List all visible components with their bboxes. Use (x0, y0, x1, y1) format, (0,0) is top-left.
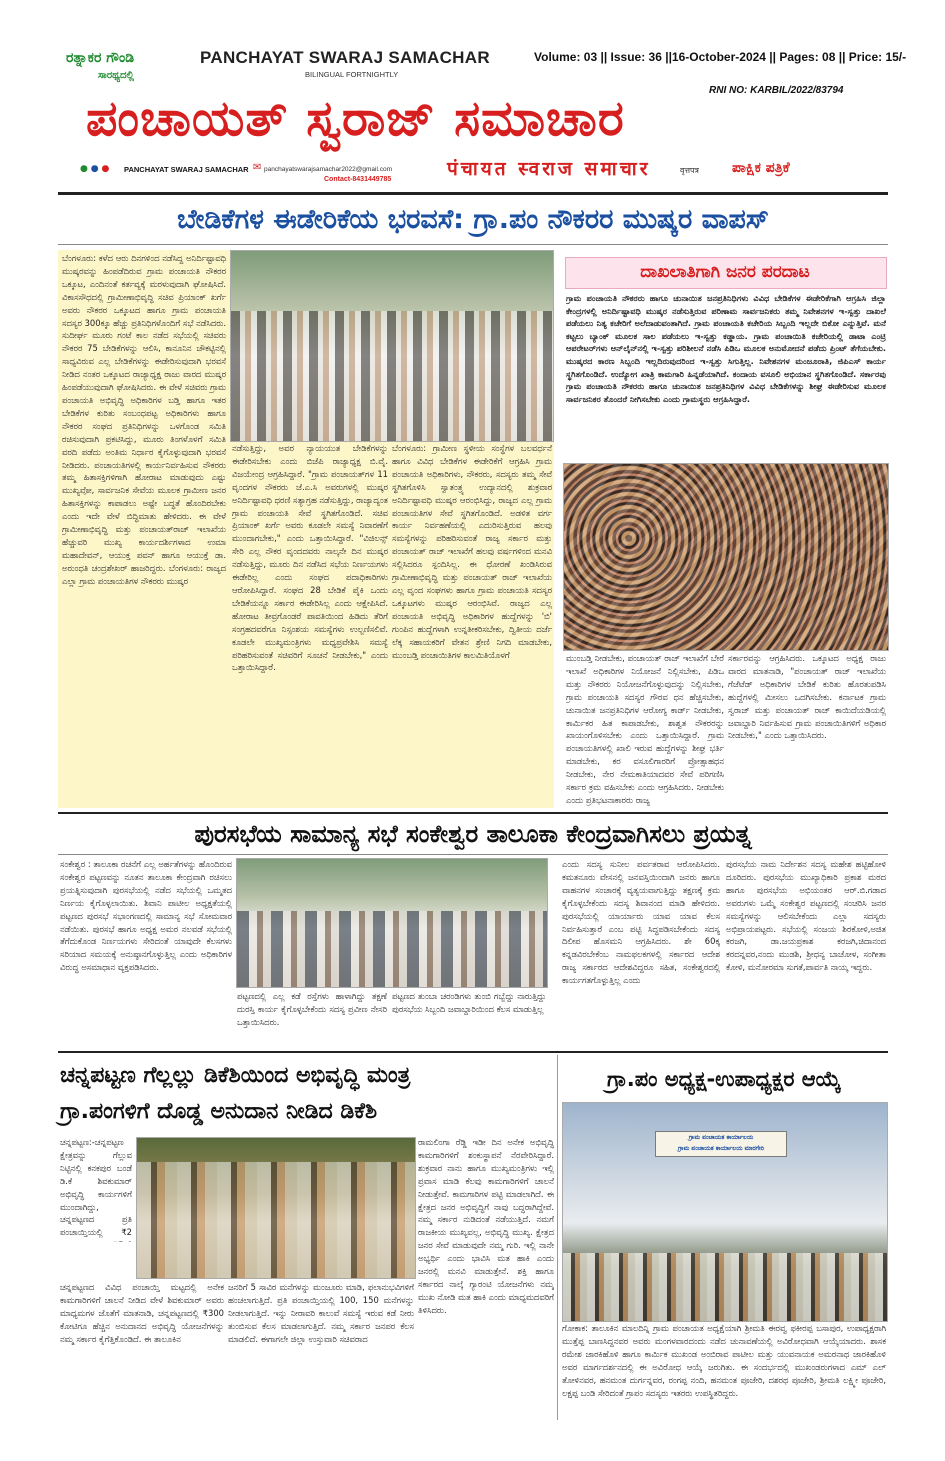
story1-headline: ಬೇಡಿಕೆಗಳ ಈಡೇರಿಕೆಯ ಭರವಸೆ: ಗ್ರಾ.ಪಂ ನೌಕರರ ಮುಷ್ಕರ ವಾಪಸ್ (177, 204, 769, 235)
sign-line1: ಗ್ರಾಮ ಪಂಚಾಯತ ಕಾರ್ಯಾಲಯ (688, 1134, 754, 1141)
story4-photo (136, 1137, 416, 1279)
story4-col1a: ಚನ್ನಪಟ್ಟಣ:-ಚನ್ನಪಟ್ಟಣ ಕ್ಷೇತ್ರವನ್ನು ಗೆಲ್ಲುವ ನಿಟ್ಟಿನಲ್ಲಿ ಕನಕಪುರ ಬಂಡೆ ಡಿ.ಕೆ ಶಿವಕುಮಾರ್ ಅಭಿವೃದ್ಧಿ ಕಾರ್ಯಗಳಿಗೆ ಮುಂದಾಗಿದ್ದು, ಚನ್ನಪಟ್ಟಣದ ಪ್ರತಿ ಪಂಚಾಯ್ತಿಯಲ್ಲಿ ₹2 (60, 1137, 132, 1238)
whatsapp-icon: ● (80, 164, 88, 174)
story1-col1: ಬೆಂಗಳೂರು: ಕಳೆದ ಆರು ದಿನಗಳಿಂದ ನಡೆಸಿದ್ದ ಅನಿರ್ದಿಷ್ಟಾವಧಿ ಮುಷ್ಕರವನ್ನು ಹಿಂಪಡೆದಿರುವ ಗ್ರಾಮ ಪಂಚಾಯತಿ ನೌಕರರ ಒಕ್ಕೂಟ, ಎಂದಿನಂತೆ ಕರ್ತವ್ಯಕ್ಕೆ ಮರಳುವುದಾಗಿ ಘೋಷಿಸಿದೆ. ವಿಕಾಸಸೌಧದಲ್ಲಿ ಗ್ರಾಮೀಣಾಭಿವೃದ್ಧಿ ಸಚಿವ ಪ್ರಿಯಾಂಕ್ ಖರ್ಗೆ ಅವರು ನೌಕರರ ಒಕ್ಕೂಟದ ಹಾಗೂ ಗ್ರಾಮ ಪಂಚಾಯತಿ ಸದಸ್ಯರ 300ಕ್ಕೂ ಹೆಚ್ಚು ಪ್ರತಿನಿಧಿಗಳೊಂದಿಗೆ ಸಭೆ ನಡೆಸಿದರು. ಸುದೀರ್ಘ ಮೂರು ಗಂಟೆ ಕಾಲ ನಡೆದ ಸಭೆಯಲ್ಲಿ ಸಚಿವರು ನೌಕರರ 75 ಬೇಡಿಕೆಗಳನ್ನು ಆಲಿಸಿ, ಕಾನೂನಿನ ಚೌಕಟ್ಟಿನಲ್ಲಿ ಸಾಧ್ಯವಿರುವ ಎಲ್ಲ ಬೇಡಿಕೆಗಳನ್ನು ಈಡೇರಿಸುವುದಾಗಿ ಭರವಸೆ ನೀಡಿದ ನಂತರ ಒಕ್ಕೂಟದ ರಾಜ್ಯಾಧ್ಯಕ್ಷ ರಾಜು ವಾರದ ಮುಷ್ಕರ ಹಿಂಪಡೆಯುವುದಾಗಿ ಘೋಷಿಸಿದರು. ಈ ವೇಳೆ ಸಚಿವರು ಗ್ರಾಮ ಪಂಚಾಯತಿ ಅಭಿವೃದ್ಧಿ ಅಧಿಕಾರಿಗಳ ಬಡ್ತಿ ಹಾಗೂ ಇತರ ಬೇಡಿಕೆಗಳ ಕುರಿತು ಸಂಬಂಧಪಟ್ಟ ಅಧಿಕಾರಿಗಳು ಹಾಗೂ ನೌಕರರ ಸಂಘದ ಪ್ರತಿನಿಧಿಗಳನ್ನು ಒಳಗೊಂಡ ಸಮಿತಿ ರಚಿಸುವುದಾಗಿ ಪ್ರಕಟಿಸಿದ್ದು, ಮೂರು ತಿಂಗಳೊಳಗೆ ಸಮಿತಿ ವರದಿ ಪಡೆದು ಅಂತಿಮ ನಿರ್ಧಾರ ಕೈಗೊಳ್ಳುವುದಾಗಿ ಭರವಸೆ ನೀಡಿದರು. ಪಂಚಾಯತಿಗಳಲ್ಲಿ ಕಾರ್ಯನಿರ್ವಹಿಸುವ ನೌಕರರು ತಮ್ಮ ಹಿತಾಸಕ್ತಿಗಳಿಗಾಗಿ ಹೋರಾಟ ಮಾಡುವುದು ಎಷ್ಟು ಮುಖ್ಯವೋ, ಸಾರ್ವಜನಿಕ ಸೇವೆಯ ಮೂಲಕ ಗ್ರಾಮೀಣ ಜನರ ಹಿತಾಸಕ್ತಿಗಳನ್ನು ಕಾಪಾಡಲು ಅಷ್ಟೇ ಬದ್ಧತೆ ಹೊಂದಿರಬೇಕು ಎಂದು ಇದೇ ವೇಳೆ ಬಿದ್ಧಿಮಾತು ಹೇಳಿದರು. ಈ ವೇಳೆ ಗ್ರಾಮೀಣಾಭಿವೃದ್ಧಿ ಮತ್ತು ಪಂಚಾಯತ್‌ರಾಜ್ ಇಲಾಖೆಯ ಹೆಚ್ಚುವರಿ ಮುಖ್ಯ ಕಾರ್ಯದರ್ಶಿಗಳಾದ ಉಮಾ ಮಹಾದೇವನ್, ಆಯುಕ್ತ ಪವನ್ ಹಾಗೂ ಆಯುಕ್ತೆ ಡಾ. ಅರುಂಧತಿ ಚಂದ್ರಶೇಖರ್ ಹಾಜರಿದ್ದರು. ಬೆಂಗಳೂರು: ರಾಜ್ಯದ ಎಲ್ಲಾ ಗ್ರಾಮ ಪಂಚಾಯತಿಗಳ ನೌಕರರು ಮುಷ್ಕರ (62, 253, 226, 586)
story2-col-b: ಸರ್ಕಾರವನ್ನು ಆಗ್ರಹಿಸಿದರು. ಒಕ್ಕೂಟದ ಅಧ್ಯಕ್ಷ ರಾಜು ವಾರದ ಮಾತನಾಡಿ, "ಪಂಚಾಯತ್ ರಾಜ್ ಇಲಾಖೆಯ ಗೆಜೆಟೆಡ್ ಅಧಿಕಾರಿಗಳ ಬೇಡಿಕೆ ಕುರಿತು ಹೊರತುಪಡಿಸಿ ಹುದ್ದೆಗಳಲ್ಲಿ ಮೀಸಲು ಒದಗಿಸಬೇಕು. ಕರ್ನಾಟಕ ಗ್ರಾಮ ಸ್ವರಾಜ್ ಮತ್ತು ಪಂಚಾಯತ್ ರಾಜ್ ಕಾಯಿದೆಯಡಿಯಲ್ಲಿ ಜವಾಬ್ದಾರಿ ನಿರ್ವಹಿಸುವ ಗ್ರಾಮ ಪಂಚಾಯಿತಿಗಳಿಗೆ ಅಧಿಕಾರ ನೀಡಬೇಕು," ಎಂದು ಒತ್ತಾಯಿಸಿದರು. (728, 653, 886, 741)
issue-line: Volume: 03 || Issue: 36 ||16-October-2024 || Pages: 08 || Price: 15/- (534, 50, 907, 64)
story1-col3: ಬೆಂಗಳೂರು: ಗ್ರಾಮೀಣ ಸ್ಥಳೀಯ ಸಂಸ್ಥೆಗಳ ಬಲವರ್ಧನೆ ಹಾಗೂ ವಿವಿಧ ಬೇಡಿಕೆಗಳ ಈಡೇರಿಕೆಗೆ ಆಗ್ರಹಿಸಿ ಗ್ರಾಮ ಪಂಚಾಯತಿ ಅಧಿಕಾರಿಗಳು, ನೌಕರರು, ಸದಸ್ಯರು ತಮ್ಮ ಸೇವೆ ಸ್ಥಗಿತಗೊಳಿಸಿ ಸ್ವಾತಂತ್ರ್ಯ ಉದ್ಯಾನದಲ್ಲಿ ಶುಕ್ರವಾರ ಅನಿರ್ದಿಷ್ಟಾವಧಿ ಮುಷ್ಕರ ಆರಂಭಿಸಿದ್ದು, ರಾಜ್ಯದ ಎಲ್ಲ ಗ್ರಾಮ ಪಂಚಾಯತಿಗಳ ಸೇವೆ ಸ್ಥಗಿತಗೊಂಡಿದೆ. ಅಡಳಿತ ವರ್ಗ ಕಾರ್ಯ ನಿರ್ವಹಣೆಯಲ್ಲಿ ಎದುರಿಸುತ್ತಿರುವ ಹಲವು ಸಮಸ್ಯೆಗಳನ್ನು ಪರಿಹರಿಸುವಂತೆ ರಾಜ್ಯ ಸರ್ಕಾರ ಮತ್ತು ಪಂಚಾಯತ್ ರಾಜ್ ಇಲಾಖೆಗೆ ಹಲವು ವರ್ಷಗಳಿಂದ ಮನವಿ ಸಲ್ಲಿಸಿದರೂ ಸ್ಪಂದಿಸಿಲ್ಲ. ಈ ಧೋರಣೆ ಖಂಡಿಸಿರುವ ಗ್ರಾಮೀಣಾಭಿವೃದ್ಧಿ ಮತ್ತು ಪಂಚಾಯತ್ ರಾಜ್ ಇಲಾಖೆಯ ಎಲ್ಲ ವೃಂದ ಸಂಘಗಳು ಹಾಗೂ ಗ್ರಾಮ ಪಂಚಾಯತಿ ಸದಸ್ಯರ ಒಕ್ಕೂಟಗಳು ಮುಷ್ಕರ ಆರಂಭಿಸಿವೆ. ರಾಜ್ಯದ ಎಲ್ಲ ಪಂಚಾಯತಿ ಅಭಿವೃದ್ಧಿ ಅಧಿಕಾರಿಗಳ ಹುದ್ದೆಗಳನ್ನು 'ಬಿ' ಗುಂಪಿನ ಹುದ್ದೆಗಳಾಗಿ ಉನ್ನತೀಕರಿಸಬೇಕು, ದ್ವಿತೀಯ ದರ್ಜೆ ಲೆಕ್ಕ ಸಹಾಯಕರಿಗೆ ವೇತನ ಶ್ರೇಣಿ ನಿಗದಿ ಮಾಡಬೇಕು, ಮುಂಬಡ್ತಿ ಪಂಚಾಯಿತಿಗಳ ಕಾಲಮಿತಿಯೊಳಗೆ (392, 443, 552, 660)
story5-photo (562, 1102, 888, 1322)
editor-role: ಸಾರಥ್ಯದಲ್ಲಿ (98, 70, 134, 81)
hindi-small-label: वृत्तपत्र (680, 166, 699, 175)
rni-number: RNI NO: KARBIL/2022/83794 (709, 85, 844, 96)
editor-name: ರತ್ನಾಕರ ಗೌಂಡಿ (66, 50, 135, 66)
kannada-title: ಪಂಚಾಯತ್ ಸ್ವರಾಜ್ ಸಮಾಚಾರ (86, 90, 625, 147)
crowd-image (564, 464, 888, 650)
meeting-group-image (231, 311, 553, 441)
story5-headline: ಗ್ರಾ.ಪಂ ಅಧ್ಯಕ್ಷ-ಉಪಾಧ್ಯಕ್ಷರ ಆಯ್ಕೆ (607, 1067, 841, 1091)
story4-top-rule (58, 1051, 888, 1053)
hindi-title: पंचायत स्वराज समाचार (447, 158, 651, 180)
story2-photo (563, 463, 889, 651)
english-title: PANCHAYAT SWARAJ SAMACHAR (200, 48, 490, 67)
social-handle: PANCHAYAT SWARAJ SAMACHAR (124, 165, 249, 174)
masthead (0, 0, 945, 190)
column-divider (557, 1055, 558, 1420)
story3-col1: ಸಂಕೇಶ್ವರ : ತಾಲೂಕಾ ರಚನೆಗೆ ಎಲ್ಲ ಅರ್ಹತೆಗಳನ್ನು ಹೊಂದಿರುವ ಸಂಕೇಶ್ವರ ಪಟ್ಟಣವನ್ನು ನೂತನ ತಾಲೂಕಾ ಕೇಂದ್ರವಾಗಿ ರಚಿಸಲು ಪ್ರಯತ್ನಿಸುವುದಾಗಿ ಪುರಸಭೆಯಲ್ಲಿ ನಡೆದ ಸಭೆಯಲ್ಲಿ ಒಮ್ಮತದ ನಿರ್ಣಯ ಕೈಗೊಳ್ಳಲಾಯಿತು. ಶಿವಾನಿ ಪಾಟೀಲ ಅಧ್ಯಕ್ಷತೆಯಲ್ಲಿ ಪಟ್ಟಣದ ಪುರಸಭೆ ಸಭಾಂಗಣದಲ್ಲಿ ಸಾಮಾನ್ಯ ಸಭೆ ಸೋಮವಾರ ನಡೆಯಿತು. ಪುರಸಭೆ ಹಾಗೂ ಅಧ್ಯಕ್ಷ ಅಮರ ನಲವಡೆ ಸಭೆಯಲ್ಲಿ ತೆಗೆದುಕೊಂಡ ನಿರ್ಣಯಗಳು ಸೇರಿದಂತೆ ಯಾವುದೇ ಕೆಲಸಗಳು ಸರಿಯಾದ ಸಮಯಕ್ಕೆ ಅನುಷ್ಠಾನಗೊಳ್ಳುತ್ತಿಲ್ಲ ಎಂದು ಅಧಿಕಾರಿಗಳ ವಿರುದ್ಧ ಅಸಮಾಧಾನ ವ್ಯಕ್ತಪಡಿಸಿದರು. (60, 859, 232, 973)
story1-col2: ನಡೆಸುತ್ತಿದ್ದು, ಅವರ ನ್ಯಾಯಯುತ ಬೇಡಿಕೆಗಳನ್ನು ಈಡೇರಿಸಬೇಕು ಎಂದು ಬಿಜೆಪಿ ರಾಜ್ಯಾಧ್ಯಕ್ಷ ಬಿ.ವೈ. ವಿಜಯೇಂದ್ರ ಆಗ್ರಹಿಸಿದ್ದಾರೆ. "ಗ್ರಾಮ ಪಂಚಾಯತ್‌ಗಳ 11 ವೃಂದಗಳ ನೌಕರರು ಜೆ.ಎ.ಸಿ ಅವರುಗಳಲ್ಲಿ ಮುಷ್ಕರ ಅನಿರ್ದಿಷ್ಟಾವಧಿ ಧರಣಿ ಸತ್ಯಾಗ್ರಹ ನಡೆಸುತ್ತಿದ್ದು, ರಾಜ್ಯಾದ್ಯಂತ ಗ್ರಾಮ ಪಂಚಾಯತಿ ಸೇವೆ ಸ್ಥಗಿತಗೊಂಡಿದೆ. ಸಚಿವ ಪ್ರಿಯಾಂಕ್ ಖರ್ಗೆ ಅವರು ಕೂಡಲೇ ಸಮಸ್ಯೆ ನಿವಾರಣೆಗೆ ಮುಂದಾಗಬೇಕು," ಎಂದು ಒತ್ತಾಯಿಸಿದ್ದಾರೆ. "ವಿಜಿಲನ್ಸ್ ಸೇರಿ ಎಲ್ಲ ನೌಕರ ವೃಂದದವರು ನಾಲ್ಕನೇ ದಿನ ಮುಷ್ಕರ ನಡೆಸುತ್ತಿದ್ದು, ಮೂರು ದಿನ ನಡೆಸಿದ ಸಭೆಯ ನಿರ್ಣಯಗಳು ಈಡೇರಿಲ್ಲ ಎಂದು ಸಂಘದ ಪದಾಧಿಕಾರಿಗಳು ಆರೋಪಿಸಿದ್ದಾರೆ. ಸಂಘದ 28 ಬೇಡಿಕೆ ಪೈಕಿ ಒಂದು ಬೇಡಿಕೆಯನ್ನೂ ಸರ್ಕಾರ ಈಡೇರಿಸಿಲ್ಲ ಎಂದು ಆಕ್ಷೇಪಿಸಿದೆ. ಹೋರಾಟ ತೀವ್ರಗೊಂಡರೆ ಪಾವತಿಯಿಂದ ಹಿಡಿದು ತೆರಿಗೆ ಸಂಗ್ರಹದವರೆಗೂ ನಿಸ್ಸಂಶಯ ಸಮಸ್ಯೆಗಳು ಉಲ್ಬಣಿಸಲಿವೆ. ಕೂಡಲೇ ಮುಖ್ಯಮಂತ್ರಿಗಳು ಮಧ್ಯಪ್ರವೇಶಿಸಿ ಸಮಸ್ಯೆ ಪರಿಹರಿಸುವಂತೆ ಸಚಿವರಿಗೆ ಸೂಚನೆ ನೀಡಬೇಕು," ಎಂದು ಒತ್ತಾಯಿಸಿದ್ದಾರೆ. (232, 443, 388, 673)
sign-line2: ಗ್ರಾಮ ಪಂಚಾಯತ ಕಾರ್ಯಾಲಯ ಮಾರಗೇರಿ (677, 1145, 765, 1152)
story4-col2: ಜನರಿಗೆ 5 ಸಾವಿರ ಮನೆಗಳನ್ನು ಮಂಜೂರು ಮಾಡಿ, ಫಲಾನುಭವಿಗಳಿಗೆ ಹಂಚಲಾಗುತ್ತಿದೆ. ಪ್ರತಿ ಪಂಚಾಯ್ತಿಯಲ್ಲಿ 100, 150 ಮನೆಗಳನ್ನು ನೀಡಲಾಗುತ್ತಿದೆ. ಇನ್ನು ನೀರಾವರಿ ಕಾಲುವೆ ಸಮಸ್ಯೆ ಇರುವ ಕಡೆ ನೀರು ತುಂಬಿಸುವ ಕೆಲಸ ಮಾಡಲಾಗುತ್ತಿದೆ. ನಮ್ಮ ಸರ್ಕಾರ ಜನಪರ ಕೆಲಸ ಮಾಡಲಿದೆ. ಈಗಾಗಲೇ ಜಿಲ್ಲಾ ಉಸ್ತುವಾರಿ ಸಚಿವರಾದ (228, 1282, 414, 1344)
youtube-icon: ● (101, 164, 110, 174)
story1-rule (58, 244, 888, 245)
bilingual-label: BILINGUAL FORTNIGHTLY (305, 70, 399, 79)
council-meeting-image (237, 911, 547, 987)
story3-col3: ಪುರಸಭೆಯ ನಾಮ ನಿರ್ದೇಶನ ಸದಸ್ಯ ಮಹೇಶ ಹಟ್ಟಿಹೋಳಿ ದೂರಿದರು. ಪುರಸಭೆಯ ಮುಖ್ಯಾಧಿಕಾರಿ ಪ್ರಕಾಶ ಮಠದ ಹಾಗೂ ಪುರಸಭೆಯ ಅಭಿಯಂತರ ಆರ್.ಬಿ.ಗಡಾದ ಅವರುಗಳು ಒಮ್ಮೆ ಸಂಕೇಶ್ವರ ಪಟ್ಟಣದಲ್ಲಿ ಸಂಚರಿಸಿ ಜನರ ಸಮಸ್ಯೆಗಳನ್ನು ಆಲಿಸಬೇಕೆಂದು ಎಲ್ಲಾ ಸದಸ್ಯರು ಅಭಿಪ್ರಾಯಪಟ್ಟರು. ಸಭೆಯಲ್ಲಿ ಸಂಜಯ ಶಿರಕೋಳಿ,ಅಜಿತ ಕರಜಗಿ, ಡಾ.ಜಯಪ್ರಕಾಶ ಕರಜಗಿ,ಚಿದಾನಂದ ಕರದನ್ನವರ,ನಂದು ಮುಡಶಿ, ಶ್ರೀಧನ್ಯ ಬಾಚೋಳ, ಸಂಗೀತಾ ಕೋಳಿ, ಮನೋರಮಾ ಸುಗತೆ,ಪಾರ್ವತಿ ನಾಯ್ಕ ಇದ್ದರು. (726, 859, 886, 973)
story4-col3: ರಾಮಲಿಂಗಾ ರೆಡ್ಡಿ ಇಡೀ ದಿನ ಅನೇಕ ಅಭಿವೃದ್ಧಿ ಕಾಮಗಾರಿಗಳಿಗೆ ಶಂಕುಸ್ಥಾಪನೆ ನೆರವೇರಿಸಿದ್ದಾರೆ. ಶುಕ್ರವಾರ ನಾನು ಹಾಗೂ ಮುಖ್ಯಮಂತ್ರಿಗಳು ಇಲ್ಲಿ ಪ್ರವಾಸ ಮಾಡಿ ಕೆಲವು ಕಾಮಗಾರಿಗಳಿಗೆ ಚಾಲನೆ ನೀಡುತ್ತೇವೆ. ಕಾಮಗಾರಿಗಳ ಪಟ್ಟಿ ಮಾಡಲಾಗಿದೆ. ಈ ಕ್ಷೇತ್ರದ ಜನರ ಅಭಿವೃದ್ಧಿಗೆ ನಾವು ಬದ್ಧರಾಗಿದ್ದೇವೆ. ನಮ್ಮ ಸರ್ಕಾರ ನುಡಿದಂತೆ ನಡೆಯುತ್ತಿದೆ. ನಮಗೆ ರಾಜಕೀಯ ಮುಖ್ಯವಲ್ಲ, ಅಭಿವೃದ್ಧಿ ಮುಖ್ಯ. ಕ್ಷೇತ್ರದ ಜನರ ಸೇವೆ ಮಾಡುವುದೇ ನಮ್ಮ ಗುರಿ. ಇಲ್ಲಿ ನಾನೇ ಅಭ್ಯರ್ಥಿ ಎಂದು ಭಾವಿಸಿ ಮತ ಹಾಕಿ ಎಂದು ಜನರಲ್ಲಿ ಮನವಿ ಮಾಡುತ್ತೇನೆ. ಶಕ್ತಿ ಹಾಗೂ ಸರ್ಕಾರದ ನಾಲ್ಕೆ ಗ್ಯಾರಂಟಿ ಯೋಜನೆಗಳು ನಮ್ಮ ಮುಖ ನೋಡಿ ಮತ ಹಾಕಿ ಎಂದು ಮಾಧ್ಯಮದವರಿಗೆ ತಿಳಿಸಿದರು. (418, 1137, 554, 1315)
story3-rule (58, 854, 888, 855)
facebook-icon: ● (90, 164, 99, 174)
story2-headline: ದಾಖಲಾತಿಗಾಗಿ ಜನರ ಪರದಾಟ (640, 262, 810, 282)
email-address: panchayatswarajsamachar2022@gmail.com (264, 166, 392, 173)
mail-icon: ✉ (253, 162, 262, 173)
story2-body: ಗ್ರಾಮ ಪಂಚಾಯತಿ ನೌಕರರು ಹಾಗೂ ಚುನಾಯಿತ ಜನಪ್ರತಿನಿಧಿಗಳು ವಿವಿಧ ಬೇಡಿಕೆಗಳ ಈಡೇರಿಕೆಗಾಗಿ ಆಗ್ರಹಿಸಿ ಜಿಲ್ಲಾ ಕೇಂದ್ರಗಳಲ್ಲಿ ಅನಿರ್ದಿಷ್ಟಾವಧಿ ಮುಷ್ಕರ ನಡೆಸುತ್ತಿರುವ ಪರಿಣಾಮ ಸಾರ್ವಜನಿಕರು ತಮ್ಮ ನಿವೇಶನಗಳ ಇ-ಸ್ವತ್ತು ದಾಖಲೆ ಪಡೆಯಲು ನಿತ್ಯ ಕಚೇರಿಗೆ ಅಲೆದಾಡುವಂತಾಗಿದೆ. ಗ್ರಾಮ ಪಂಚಾಯತಿ ಕಚೇರಿಯ ಸಿಬ್ಬಂದಿ ಇಲ್ಲದೇ ಬಿಕೋ ಎನ್ನುತ್ತಿವೆ. ಮನೆ ಕಟ್ಟಲು ಬ್ಯಾಂಕ್ ಮೂಲಕ ಸಾಲ ಪಡೆಯಲು ಇ-ಸ್ವತ್ತು ಕಡ್ಡಾಯ. ಗ್ರಾಮ ಪಂಚಾಯಿತಿ ಕಚೇರಿಯಲ್ಲಿ ಡಾಟಾ ಎಂಟ್ರಿ ಆಪರೇಟರ್‌ಗಳು ಆನ್‌ಲೈನ್‌ನಲ್ಲಿ ಇ-ಸ್ವತ್ತು ಪರಿಶೀಲನೆ ನಡೆಸಿ ಪಿಡಿಒ ಮೂಲಕ ಅನುಮೋದನೆ ಪಡೆದು ಪ್ರಿಂಟ್ ತೆಗೆಯಬೇಕು. ಮುಷ್ಕರದ ಕಾರಣ ಸಿಬ್ಬಂದಿ ಇಲ್ಲದಿರುವುದರಿಂದ ಇ-ಸ್ವತ್ತು ಸಿಗುತ್ತಿಲ್ಲ. ನಿವೇಶನಗಳ ಮಂಜೂರಾತಿ, ಜಿಪಿಎಸ್ ಕಾರ್ಯ ಸ್ಥಗಿತಗೊಂಡಿದೆ. ಉದ್ಯೋಗ ಖಾತ್ರಿ ಕಾಮಗಾರಿ ಹಿನ್ನಡೆಯಾಗಿದೆ. ಕಂದಾಯ ವಸೂಲಿ ಅಭಿಯಾನ ಸ್ಥಗಿತಗೊಂಡಿದೆ. ಸರ್ಕಾರವು ಗ್ರಾಮ ಪಂಚಾಯತಿ ನೌಕರರು ಹಾಗೂ ಚುನಾಯಿತ ಜನಪ್ರತಿನಿಧಿಗಳ ವಿವಿಧ ಬೇಡಿಕೆಗಳನ್ನು ಶೀಘ್ರ ಈಡೇರಿಸುವ ಮೂಲಕ ಸಾರ್ವಜನಿಕರ ತೊಂದರೆ ನೀಗಿಸಬೇಕು ಎಂದು ಗ್ರಾಮಸ್ಥರು ಆಗ್ರಹಿಸಿದ್ದಾರೆ. (566, 293, 886, 404)
story4-headline1: ಚನ್ನಪಟ್ಟಣ ಗೆಲ್ಲಲ್ಲು ಡಿಕೆಶಿಯಿಂದ ಅಭಿವೃದ್ಧಿ ಮಂತ್ರ (60, 1063, 411, 1088)
fortnightly-kannada: ಪಾಕ್ಷಿಕ ಪತ್ರಿಕೆ (732, 160, 790, 176)
story5-body: ಗೋಕಾಕ: ತಾಲೂಕಿನ ಮಾಲದಿನ್ನಿ ಗ್ರಾಮ ಪಂಚಾಯತ ಅಧ್ಯಕ್ಷೆಯಾಗಿ ಶ್ರೀಮತಿ ಈರವ್ವ ಫಕೀರಪ್ಪ ಬಸಾಪುರ, ಉಪಾಧ್ಯಕ್ಷರಾಗಿ ಮುತ್ತೆಪ್ಪ ಬಾಣಸಿದ್ದನವರ ಅವರು ಮಂಗಳವಾರದಂದು ನಡೆದ ಚುನಾವಣೆಯಲ್ಲಿ ಅವಿರೋಧವಾಗಿ ಆಯ್ಕೆಯಾದರು. ಶಾಸಕ ರಮೇಶ ಜಾರಕಿಹೊಳಿ ಹಾಗೂ ಕಾರ್ಮಿಕ ಮುಖಂಡ ಅಂಬಿರಾವ ಪಾಟೀಲ ಮತ್ತು ಯುವನಾಯಕ ಅಮರನಾಥ ಜಾರಕಿಹೊಳಿ ಅವರ ಮಾರ್ಗದರ್ಶನದಲ್ಲಿ ಈ ಅವಿರೋಧ ಆಯ್ಕೆ ಜರುಗಿತು. ಈ ಸಂದರ್ಭದಲ್ಲಿ ಮುಖಂಡರುಗಳಾದ ಎಮ್ ಎಲ್ ತೋಳಿನವರ, ಹನಮಂತ ದುರ್ಗನ್ನವರ, ರಂಗಪ್ಪ ನಂದಿ, ಹನಮಂತ ಪೂಜೇರಿ, ದಶರಥ ಪೂಜೇರಿ, ಶ್ರೀಮತಿ ಲಕ್ಷ್ಮೀ ಪೂಜೇರಿ, ಲಕ್ಷಪ್ಪ ಬಂಡಿ ಸೇರಿದಂತೆ ಗ್ರಾಪಂ ಸದಸ್ಯರು ಇತರರು ಉಪಸ್ಥಿತರಿದ್ದರು. (562, 1323, 886, 1398)
story3-caption1: ಪಟ್ಟಣದಲ್ಲಿ ಎಲ್ಲ ಕಡೆ ರಸ್ತೆಗಳು ಹಾಳಾಗಿದ್ದು ತಕ್ಷಣೆ ದುರಸ್ತಿ ಕಾರ್ಯ ಕೈಗೊಳ್ಳಬೇಕೆಂದು ಸದಸ್ಯ ಪ್ರವೀಣ ನೇಸರಿ ಒತ್ತಾಯಿಸಿದರು. (237, 991, 387, 1027)
story2-col-a: ಮುಂಬಡ್ತಿ ನೀಡಬೇಕು, ಪಂಚಾಯತ್ ರಾಜ್ ಇಲಾಖೆಗೆ ಬೇರೆ ಇಲಾಖೆ ಅಧಿಕಾರಿಗಳ ನಿಯೋಜನೆ ನಿಲ್ಲಿಸಬೇಕು, ಪಿಡಿಒ ಮತ್ತು ನೌಕರರು ನಿಯೋಜನೆಗೊಳ್ಳುವುದನ್ನು ನಿಲ್ಲಿಸಬೇಕು, ಗ್ರಾಮ ಪಂಚಾಯತಿ ಸದಸ್ಯರ ಗೌರವ ಧನ ಹೆಚ್ಚಿಸಬೇಕು, ಚುನಾಯಿತ ಜನಪ್ರತಿನಿಧಿಗಳ ಆರೋಗ್ಯ ಕಾರ್ಡ್‌ ನೀಡಬೇಕು, ಕಾರ್ಮಿಕರ ಹಿತ ಕಾಪಾಡಬೇಕು, ಶಾಶ್ವತ ನೌಕರರನ್ನು ಖಾಯಂಗೊಳಿಸಬೇಕು ಎಂದು ಒತ್ತಾಯಿಸಿದ್ದಾರೆ. ಗ್ರಾಮ ಪಂಚಾಯತಿಗಳಲ್ಲಿ ಖಾಲಿ ಇರುವ ಹುದ್ದೆಗಳನ್ನು ಶೀಘ್ರ ಭರ್ತಿ ಮಾಡಬೇಕು, ಕರ ವಸೂಲಿಗಾರರಿಗೆ ಪ್ರೋತ್ಸಾಹಧನ ನೀಡಬೇಕು, ನೇರ ನೇಮಕಾತಿಯಾದವರ ಸೇವೆ ಪರಿಗಣಿಸಿ ಸರ್ಕಾರ ಕ್ರಮ ವಹಿಸಬೇಕು ಎಂದು ಆಗ್ರಹಿಸಿದರು. ನೀಡಬೇಕು ಎಂದು ಪ್ರತಿಭಟನಾಕಾರರು ರಾಜ್ಯ (566, 653, 724, 805)
social-icons (80, 164, 109, 174)
story4-headline2: ಗ್ರಾ.ಪಂಗಳಿಗೆ ದೊಡ್ಡ ಅನುದಾನ ನೀಡಿದ ಡಿಕೆಶಿ (60, 1099, 378, 1124)
story4-col1b: ಚನ್ನಪಟ್ಟಣದ ವಿವಿಧ ಪಂಚಾಯ್ತಿ ಮಟ್ಟದಲ್ಲಿ ಅನೇಕ ಕಾಮಗಾರಿಗಳಿಗೆ ಚಾಲನೆ ನೀಡಿದ ವೇಳೆ ಶಿವಕುಮಾರ್ ಅವರು ಮಾಧ್ಯಮಗಳ ಜೊತೆಗೆ ಮಾತನಾಡಿ, ಚನ್ನಪಟ್ಟಣದಲ್ಲಿ ₹300 ಕೋಟಿಗೂ ಹೆಚ್ಚಿನ ಅನುದಾನದ ಅಭಿವೃದ್ಧಿ ಯೋಜನೆಗಳನ್ನು ನಮ್ಮ ಸರ್ಕಾರ ಕೈಗೆತ್ತಿಕೊಂಡಿದೆ. ಈ ತಾಲೂಕಿನ (60, 1282, 224, 1344)
groundbreaking-image (137, 1162, 415, 1278)
building-image (563, 1253, 887, 1321)
masthead-rule (58, 192, 888, 195)
contact-number: Contact-8431449785 (324, 176, 392, 183)
story1-photo (230, 250, 554, 442)
story3-col2: ಎಂದು ಸದಸ್ಯ ಸುನೀಲ ಪರ್ವತರಾವ ಆರೋಪಿಸಿದರು. ಕಮತನೂರು ವೇಸನಲ್ಲಿ ಜನವಸ್ತಿಯಿಂದಾಗಿ ಜನರು ಹಾಗೂ ವಾಹನಗಳ ಸಂಚಾರಕ್ಕೆ ವ್ಯತ್ಯಯವಾಗುತ್ತಿದ್ದು ತಕ್ಷಣಕ್ಕೆ ಕ್ರಮ ಕೈಗೊಳ್ಳಬೇಕೆಂದು ಸದಸ್ಯ ಶಿವಾನಂದ ಮಾಡಿ ಹೇಳಿದರು. ಪುರಸಭೆಯಲ್ಲಿ ಯಾರ್ಯಾರು ಯಾವ ಯಾವ ಕೆಲಸ ನಿರ್ವಹಿಸುತ್ತಾರೆ ಎಂಬ ಪಟ್ಟಿ ಸಿದ್ಧಪಡಿಸಬೇಕೆಂದು ಸದಸ್ಯ ದಿಲೀಪ ಹೊಸಮನಿ ಆಗ್ರಹಿಸಿದರು. ಶೇ 60ಕ್ಕ ಕನ್ನಡವಿರಬೇಕೆಂಬ ನಾಮಫಲಕಗಳಲ್ಲಿ ಸರ್ಕಾರದ ಆದೇಶ ರಾಜ್ಯ ಸರ್ಕಾರದ ಆದೇಶವಿದ್ದರೂ ಸಹಿತ, ಸಂಕೇಶ್ವರದಲ್ಲಿ ಕಾರ್ಯಗತಗೊಳ್ಳುತ್ತಿಲ್ಲ ಎಂದು (562, 859, 720, 986)
story3-headline: ಪುರಸಭೆಯ ಸಾಮಾನ್ಯ ಸಭೆ ಸಂಕೇಶ್ವರ ತಾಲೂಕಾ ಕೇಂದ್ರವಾಗಿಸಲು ಪ್ರಯತ್ನ (194, 820, 752, 848)
story3-caption2: ಪಟ್ಟಣದ ತುಂಬಾ ಚರಂಡಿಗಳು ತುಂಬಿ ಗಬ್ಬೆದ್ದು ನಾರುತ್ತಿದ್ದು ಪುರಸಭೆಯ ಸಿಬ್ಬಂದಿ ಜವಾಬ್ದಾರಿಯಿಂದ ಕೆಲಸ ಮಾಡುತ್ತಿಲ್ಲ (392, 991, 546, 1014)
office-signboard (655, 1131, 787, 1157)
story3-photo (236, 858, 548, 988)
